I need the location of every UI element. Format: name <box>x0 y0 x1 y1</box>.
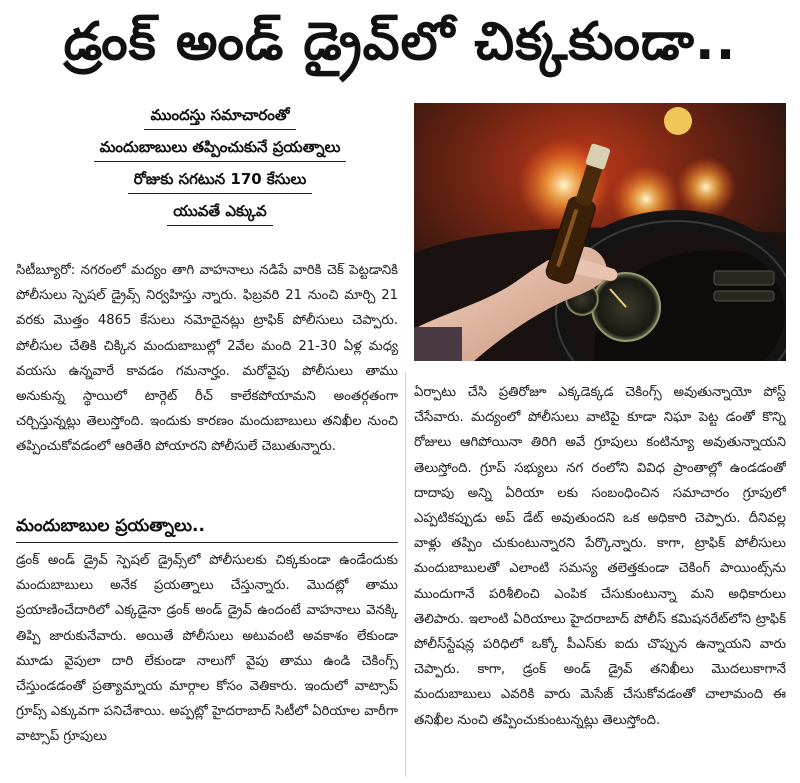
article-paragraph-1: సిటీబ్యూరో: నగరంలో మద్యం తాగి వాహనాలు నడిపే వారికి చెక్ పెట్టడానికి పోలీసులు స్పెషల్ డ్రైవ్స్ నిర్వహిస్తు న్నారు. ఫిబ్రవరి 21 నుంచి మార్చి 21 వరకు మొత్తం 4865 కేసులు నమోదైనట్లు ట్రాఫిక్ పోలీసులు చెప్పారు. పోలీసుల చేతికి చిక్కిన మందుబాబుల్లో 2వేల మంది 21-30 ఏళ్ల మధ్య వయసు ఉన్నవారే కావడం గమనార్హం. మరోవైపు పోలీసులు తాము అనుకున్న స్థాయిలో టార్గెట్ రీచ్ కాలేకపోయామని అంతర్గతంగా చర్చిస్తున్నట్లు తెలుస్తోంది. ఇందుకు కారణం మందుబాబులు తనిఖీల నుంచి తప్పించుకోవడంలో ఆరితేరి పోయారని పోలీసులే చెబుతున్నారు. <box>16 263 398 455</box>
dek-line-4: యువతే ఎక్కువ <box>167 200 272 226</box>
headline: డ్రంక్ అండ్ డ్రైవ్‌లో చిక్కకుండా.. <box>63 11 737 72</box>
dek-line-1: ముందస్తు సమాచారంతో <box>144 104 295 130</box>
dek-line-3: రోజుకు సగటున 170 కేసులు <box>128 168 313 194</box>
article-paragraph-3: ఏర్పాటు చేసి ప్రతిరోజూ ఎక్కడెక్కడ చెకింగ్స్ అవుతున్నాయో పోస్ట్ చేసేవారు. మద్యంలో పోలీసులు వాటిపై కూడా నిఘా పెట్ట డంతో కొన్ని రోజులు ఆగిపోయినా తిరిగి అవే గ్రూపులు కంటిన్యూ అవుతున్నాయని తెలుస్తోంది. గ్రూప్ సభ్యులు నగ రంలోని వివిధ ప్రాంతాల్లో ఉండడంతో దాదాపు అన్ని ఏరియా లకు సంబంధించిన సమాచారం గ్రూపులో ఎప్పటికప్పుడు అప్ డేట్ అవుతుందని ఒక అధికారి చెప్పారు. దీనివల్ల వాళ్లు తప్పిం చుకుంటున్నారని పేర్కొన్నారు. కాగా, ట్రాఫిక్ పోలీసులు మందుబాబులతో ఎలాంటి సమస్య తలెత్తకుండా చెకింగ్ పాయింట్స్‌ను ముందుగానే పరిశీలించి ఎంపిక చేసుకుంటున్నా మని అధికారులు తెలిపారు. ఇలాంటి ఏరియాలు హైదరాబాద్ పోలీస్ కమిషనరేట్‌లోని ట్రాఫిక్ పోలీస్‌స్టేషన్ల పరిధిలో ఒక్కో పీఎస్‌కు ఐదు చొప్పున ఉన్నాయని వారు చెప్పారు. కాగా, డ్రంక్ అండ్ డ్రైవ్ తనిఖీలు మొదలుకాగానే మందుబాబులు ఎవరికి వారు మెసేజ్ చేసుకోవడంతో చాలామంది ఈ తనిఖీల నుంచి తప్పించుకుంటున్నట్లు తెలుస్తోంది. <box>414 385 786 728</box>
photo-illustration <box>414 103 786 361</box>
drunk-driving-photo <box>414 103 786 361</box>
article-paragraph-2: డ్రంక్ అండ్ డ్రైవ్ స్పెషల్ డ్రైవ్స్‌లో పోలీసులకు చిక్కకుండా ఉండేందుకు మందుబాబులు అనేక ప్రయత్నాలు చేస్తున్నారు. మొదట్లో తాము ప్రయాణించేదారిలో ఎక్కడైనా డ్రంక్ అండ్ డ్రైవ్ ఉందంటే వాహనాలు వెనక్కి తిప్పి జారుకునేవారు. అయితే పోలీసులు అటువంటి అవకాశం లేకుండా మూడు వైపులా దారి లేకుండా నాలుగో వైపు తాము ఉండి చెకింగ్స్ చేస్తుండడంతో ప్రత్యామ్నాయ మార్గాల కోసం వెతికారు. ఇందులో వాట్సాప్ గ్రూప్స్ ఎక్కువగా పనిచేశాయి. అప్పట్లో హైదరాబాద్ సిటీలో ఏరియాల వారీగా వాట్సాప్ గ్రూపులు <box>16 553 398 745</box>
dek-block <box>40 104 400 244</box>
dek-line-2: మందుబాబులు తప్పించుకునే ప్రయత్నాలు <box>94 136 347 162</box>
section-subhead: మందుబాబుల ప్రయత్నాలు.. <box>16 512 398 543</box>
column-divider <box>405 372 406 777</box>
